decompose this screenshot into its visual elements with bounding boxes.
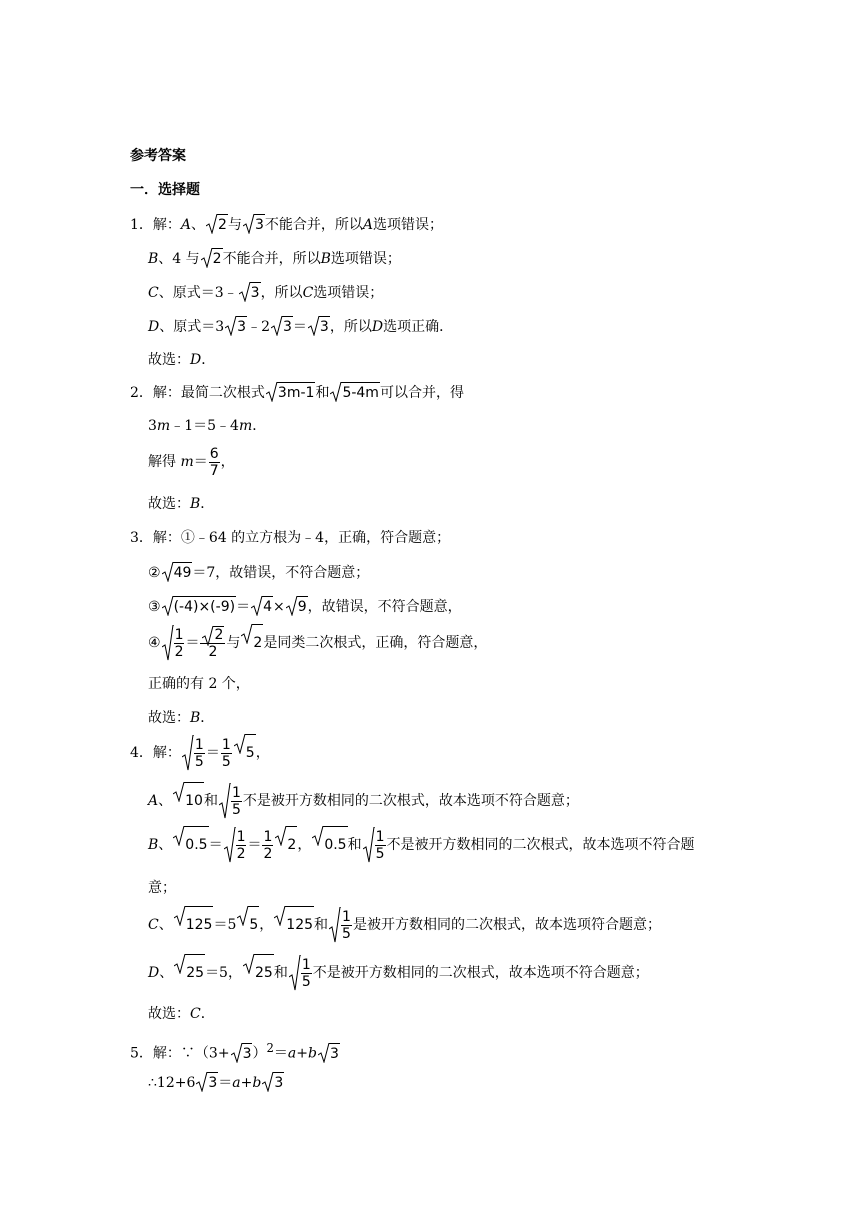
q3-line-2: ② 49＝7，故错误，不符合题意； bbox=[148, 562, 369, 583]
q2-line-3: 解得 m＝ $\frac{6}{7}$ ， bbox=[148, 445, 235, 479]
q1-line-1: 1．解：A、 2与 3不能合并，所以A选项错误； bbox=[130, 214, 443, 235]
q2-line-1: 2．解：最简二次根式 3m-1和 5-4m可以合并，得 bbox=[130, 382, 464, 403]
q2-answer: 故选：B． bbox=[148, 496, 215, 512]
q2-line-2: 3m﹣1＝5﹣4m． bbox=[148, 418, 267, 434]
q3-line-4: ④ $\frac{1}{2}$ ＝ $\frac{2}{2}$ 与 2是同类二次根式，正确，符合题意， bbox=[148, 624, 487, 661]
q4-option-a: A、 10和 $\frac{1}{5}$ 不是被开方数相同的二次根式，故本选项不符合题意； bbox=[148, 782, 579, 819]
q1-line-4: D、原式＝3 3﹣2 3＝ 3，所以D选项正确． bbox=[148, 316, 453, 337]
q4-option-c: C、 125＝5 5， 125和 $\frac{1}{5}$ 是被开方数相同的二次根式，故本选项符合题意； bbox=[148, 906, 661, 943]
q1-answer: 故选：D． bbox=[148, 352, 216, 368]
q4-line-1: 4．解： $\frac{1}{5}$ ＝ $\frac{1}{5}$ 5， bbox=[130, 734, 270, 771]
q4-option-b-cont: 意； bbox=[148, 880, 176, 896]
section-heading: 一．选择题 bbox=[130, 182, 200, 198]
q5-line-1: 5．解：∵（3+ 3）$^2$＝a+b 3 bbox=[130, 1041, 339, 1062]
page-title: 参考答案 bbox=[130, 148, 186, 164]
q1-line-2: B、4 与 2不能合并，所以B选项错误； bbox=[148, 248, 401, 269]
q3-answer: 故选：B． bbox=[148, 710, 215, 726]
q1-line-3: C、原式＝3﹣ 3，所以C选项错误； bbox=[148, 282, 383, 303]
q3-line-3: ③ (-4)×(-9)＝ 4× 9，故错误，不符合题意， bbox=[148, 596, 462, 617]
q4-option-d: D、 25＝5， 25和 $\frac{1}{5}$ 不是被开方数相同的二次根式，故本选项不符合题意； bbox=[148, 954, 649, 991]
q4-answer: 故选：C． bbox=[148, 1006, 215, 1022]
q5-line-2: ∴12+6 3＝a+b 3 bbox=[148, 1072, 284, 1093]
q4-option-b: B、 0.5＝ $\frac{1}{2}$ ＝ $\frac{1}{2}$ 2， 0.5和 $\frac{1}{5}$ 不是被开方数相同的二次根式，故本选项不符合题 bbox=[148, 826, 695, 863]
q3-line-5: 正确的有 2 个， bbox=[148, 676, 250, 692]
q3-line-1: 3．解：①﹣64 的立方根为﹣4，正确，符合题意； bbox=[130, 530, 451, 546]
sqrt: 2 bbox=[206, 214, 228, 235]
